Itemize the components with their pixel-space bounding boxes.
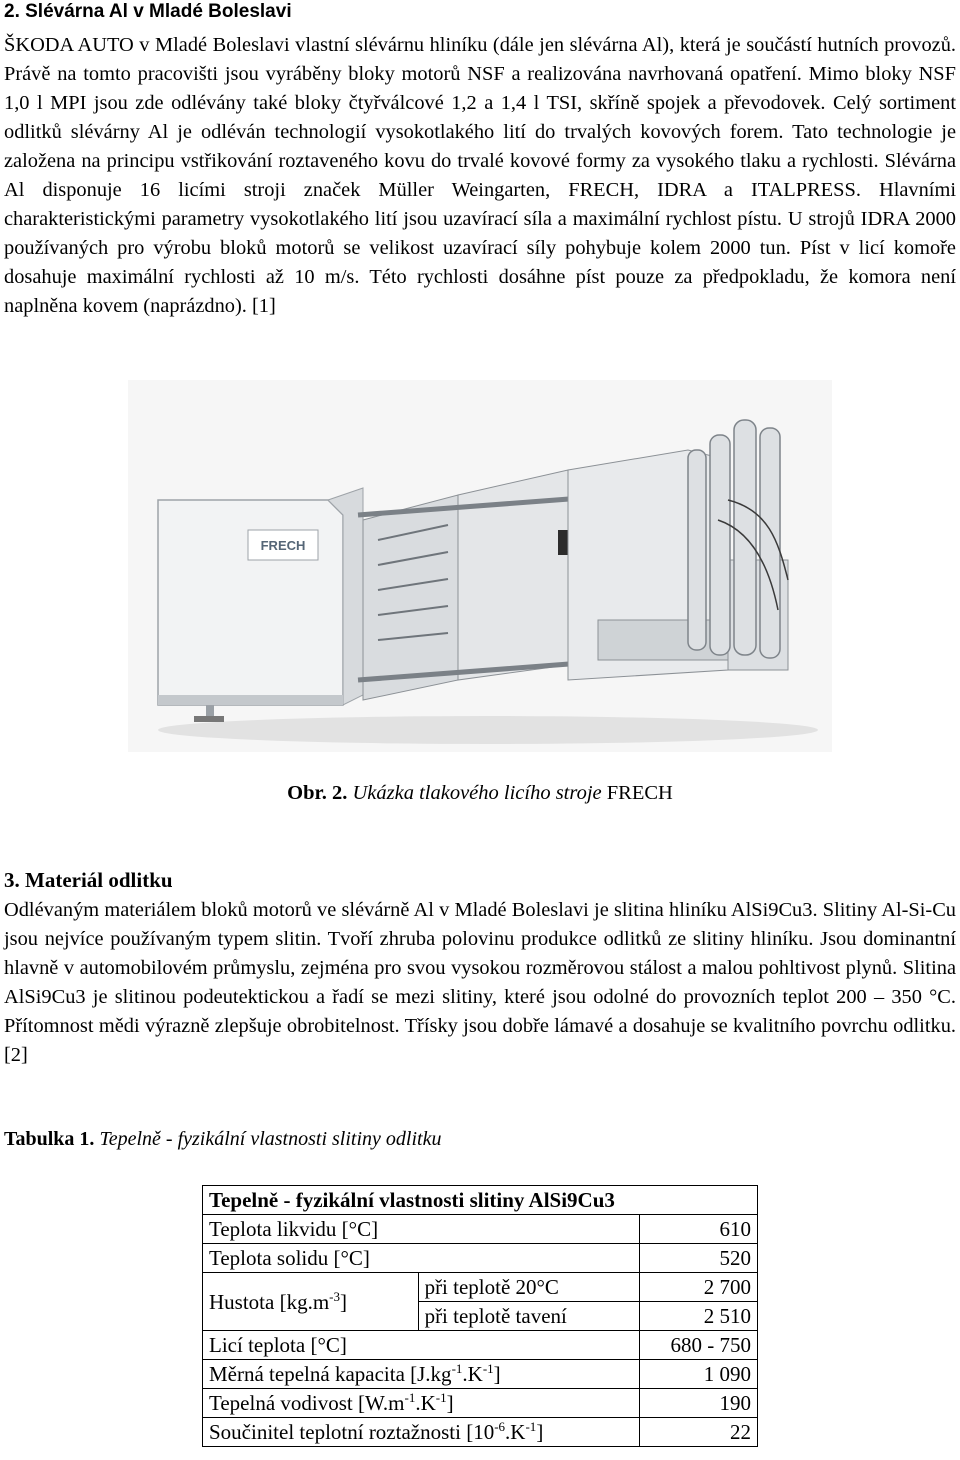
- table-header: Tepelně - fyzikální vlastnosti slitiny AlSi9Cu3: [203, 1186, 758, 1215]
- property-label: Tepelná vodivost $[W.m^{-1}.K^{-1}]$: [203, 1389, 640, 1418]
- property-label: Měrná tepelná kapacita $[J.kg^{-1}.K^{-1}]$: [203, 1360, 640, 1389]
- die-casting-machine-figure: [128, 380, 832, 752]
- property-label: Teplota solidu [°C]: [203, 1244, 640, 1273]
- property-value: 1 090: [640, 1360, 758, 1389]
- table-row: [203, 1331, 758, 1360]
- table-row: [203, 1360, 758, 1389]
- accumulator-cylinders: [688, 420, 780, 658]
- property-value: 520: [640, 1244, 758, 1273]
- table-header-row: [203, 1186, 758, 1215]
- table-row: [203, 1389, 758, 1418]
- property-value: 22: [640, 1418, 758, 1447]
- figure-caption: [0, 782, 960, 805]
- property-value: 2 510: [640, 1302, 758, 1331]
- table-row: [203, 1418, 758, 1447]
- section-3-paragraph: Odlévaným materiálem bloků motorů ve slévárně Al v Mladé Boleslavi je slitina hliníku AlSi9Cu3. Slitiny Al-Si-Cu jsou nejvíce používaným typem slitin. Tvoří zhruba polovinu produkce odlitků ze slitiny hliníku. Jsou dominantní hlavně v automobilovém průmyslu, zejména pro svou vysokou rozměrovou stálost a malou pohltivost plynů. Slitina AlSi9Cu3 je slitinou podeutektickou a řadí se mezi slitiny, které jsou odolné do provozních teplot 200 – 350 °C. Přítomnost mědi výrazně zlepšuje obrobitelnost. Třísky jsou dobře lámavé a dosahuje se kvalitního povrchu odlitku. [2]: [4, 899, 956, 1066]
- figure-caption-text: Ukázka tlakového licího stroje: [352, 782, 602, 804]
- alloy-properties-table: [202, 1185, 758, 1447]
- property-label: Teplota likvidu [°C]: [203, 1215, 640, 1244]
- table-caption-number: Tabulka 1.: [4, 1128, 95, 1150]
- property-value: 2 700: [640, 1273, 758, 1302]
- section-2-heading: 2. Slévárna Al v Mladé Boleslavi: [4, 1, 292, 22]
- machine-brand-label: FRECH: [260, 538, 306, 553]
- table-row: [203, 1244, 758, 1273]
- figure-caption-tail: FRECH: [606, 782, 673, 804]
- property-label: Licí teplota [°C]: [203, 1331, 640, 1360]
- property-value: 680 - 750: [640, 1331, 758, 1360]
- property-value: 190: [640, 1389, 758, 1418]
- table-row: [203, 1273, 758, 1302]
- property-label: Hustota $[kg.m^{-3}]$: [203, 1273, 419, 1331]
- section-3-heading: 3. Materiál odlitku: [4, 868, 173, 892]
- property-condition: při teplotě tavení: [418, 1302, 640, 1331]
- table-caption: [4, 1128, 441, 1151]
- property-condition: při teplotě 20°C: [418, 1273, 640, 1302]
- section-2-paragraph: ŠKODA AUTO v Mladé Boleslavi vlastní slévárnu hliníku (dále jen slévárna Al), která je součástí hutních provozů. Právě na tomto pracovišti jsou vyráběny bloky motorů NSF a realizována navrhovaná opatření. Mimo bloky NSF 1,0 l MPI jsou zde odlévány také bloky čtyřválcové 1,2 a 1,4 l TSI, skříně spojek a převodovek. Celý sortiment odlitků slévárny Al je odléván technologií vysokotlakého lití do trvalých kovových forem. Tato technologie je založena na principu vstřikování roztaveného kovu do trvalé kovové formy za vysokého tlaku a rychlosti. Slévárna Al disponuje 16 licími stroji značek Müller Weingarten, FRECH, IDRA a ITALPRESS. Hlavními charakteristickými parametry vysokotlakého lití jsou uzavírací síla a maximální rychlost pístu. U strojů IDRA 2000 používaných pro výrobu bloků motorů se velikost uzavírací síly pohybuje kolem 2000 tun. Píst v licí komoře dosahuje maximální rychlosti až 10 m/s. Této rychlosti dosáhne píst pouze za předpokladu, že komora není naplněna kovem (naprázdno). [1]: [4, 34, 956, 317]
- table-row: [203, 1215, 758, 1244]
- guard-housing: [158, 488, 363, 705]
- property-label: Součinitel teplotní roztažnosti $[10^{-6}.K^{-1}]$: [203, 1418, 640, 1447]
- property-value: 610: [640, 1215, 758, 1244]
- table-caption-text: Tepelně - fyzikální vlastnosti slitiny odlitku: [99, 1128, 442, 1150]
- figure-caption-number: Obr. 2.: [287, 782, 348, 804]
